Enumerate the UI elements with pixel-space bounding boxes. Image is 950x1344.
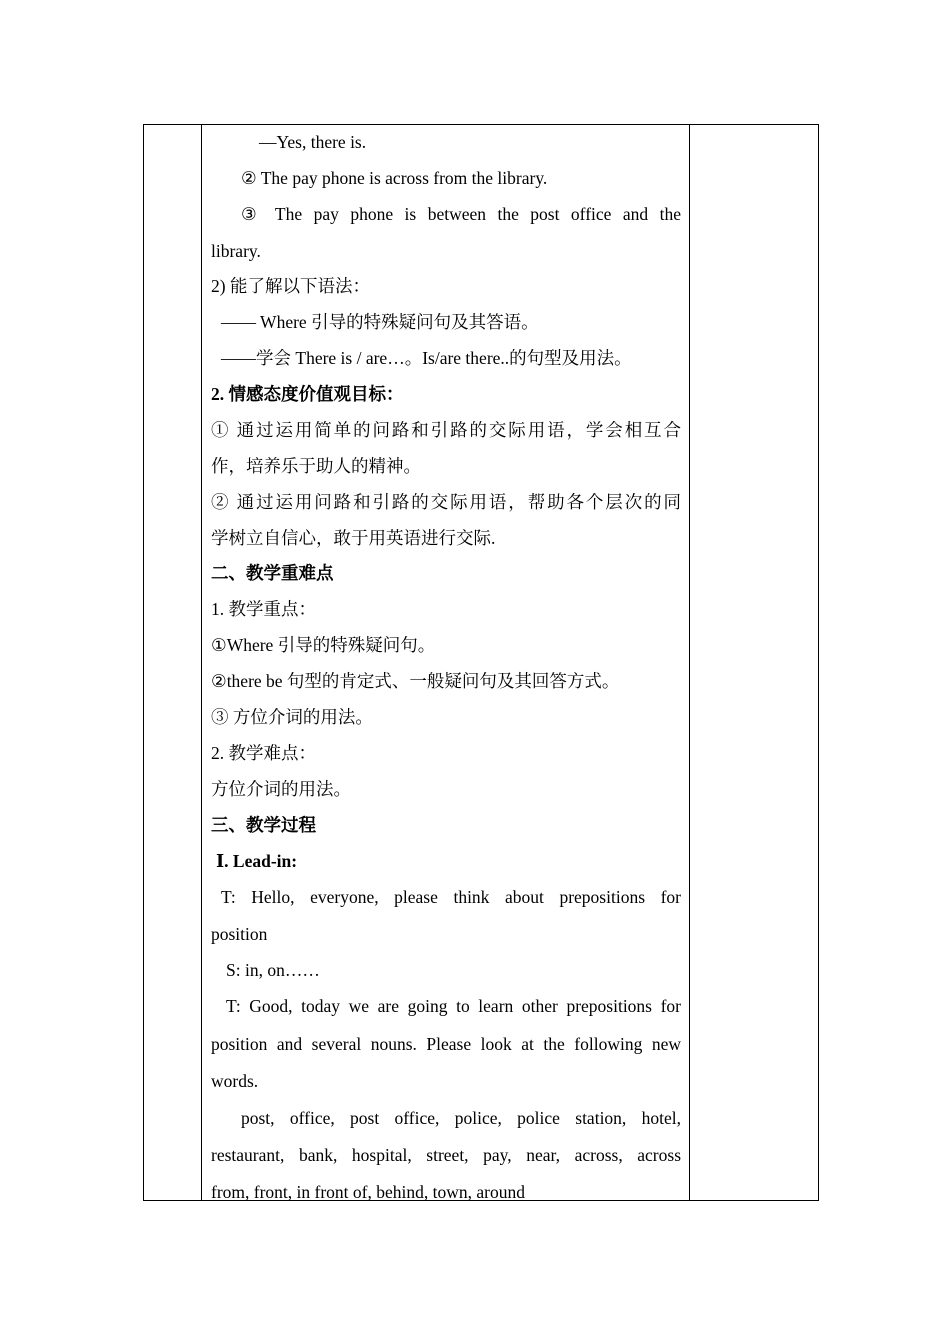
text-line: S: in, on…… bbox=[226, 959, 320, 980]
text-line: position bbox=[211, 924, 268, 944]
text-line: 作，培养乐于助人的精神。 bbox=[211, 455, 421, 476]
text-line: ② The pay phone is across from the library. bbox=[241, 167, 548, 188]
section-heading: 三、教学过程 bbox=[211, 814, 316, 835]
text-line: 2. 教学难点： bbox=[211, 742, 316, 763]
text-line: ③ 方位介词的用法。 bbox=[211, 706, 373, 727]
text-line: ——学会 There is / are…。Is/are there..的句型及用法。 bbox=[221, 348, 632, 369]
text-line: words. bbox=[211, 1070, 259, 1091]
text-line: 2) 能了解以下语法： bbox=[211, 276, 370, 297]
text-line: ②there be 句型的肯定式、一般疑问句及其回答方式。 bbox=[211, 671, 620, 692]
text-line: T: Hello, everyone, please think about prepositions for bbox=[221, 887, 681, 908]
text-line: ② 通过运用问路和引路的交际用语，帮助各个层次的同 bbox=[211, 491, 681, 512]
text-line: post, office, post office, police, police station, hotel, bbox=[241, 1108, 681, 1129]
text-line: 1. 教学重点： bbox=[211, 599, 316, 620]
text-line: position and several nouns. Please look at the following new bbox=[211, 1033, 681, 1054]
text-line: —— Where 引导的特殊疑问句及其答语。 bbox=[221, 312, 539, 333]
text-line: 学树立自信心，敢于用英语进行交际. bbox=[211, 527, 496, 548]
column-divider-right bbox=[689, 125, 690, 1200]
section-heading: 2. 情感态度价值观目标： bbox=[211, 383, 404, 404]
text-line: —Yes, there is. bbox=[259, 132, 367, 152]
column-divider-left bbox=[201, 125, 202, 1200]
text-line: library. bbox=[211, 240, 261, 261]
text-line: ③ The pay phone is between the post office and the bbox=[241, 203, 681, 224]
text-line: ①Where 引导的特殊疑问句。 bbox=[211, 635, 436, 656]
section-heading: Ⅰ. Lead-in: bbox=[216, 850, 298, 871]
text-line: from, front, in front of, behind, town, around bbox=[211, 1182, 525, 1203]
section-heading: 二、教学重难点 bbox=[211, 563, 334, 584]
text-line: restaurant, bank, hospital, street, pay, near, across, across bbox=[211, 1145, 681, 1166]
text-line: T: Good, today we are going to learn other prepositions for bbox=[226, 996, 681, 1017]
text-line: 方位介词的用法。 bbox=[211, 778, 351, 799]
text-line: ① 通过运用简单的问路和引路的交际用语，学会相互合 bbox=[211, 419, 681, 440]
content-cell bbox=[211, 125, 681, 1212]
lesson-plan-table bbox=[143, 124, 819, 1201]
